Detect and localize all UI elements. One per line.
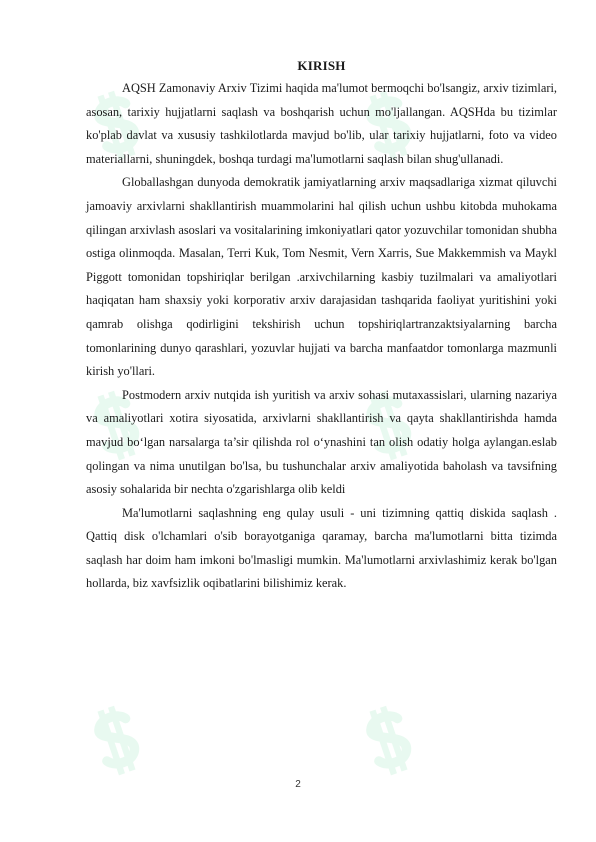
paragraph: Ma'lumotlarni saqlashning eng qulay usuli - uni tizimning qattiq diskida saqlash . Qattiq disk o'lchamlari o'sib borayotganiga qaramay, barcha ma'lumotlarni bitta tizimda saqlash har doim ham imkoni bo'lmasligi mumkin. Ma'lumotlarni arxivlashimiz kerak bo'lgan hollarda, biz xavfsizlik oqibatlarini bilishimiz kerak.: [86, 505, 557, 591]
section-title: KIRISH: [297, 58, 346, 73]
dollar-s-logo-icon: [350, 700, 430, 780]
page-number: 2: [295, 779, 301, 790]
dollar-s-logo-icon: [78, 700, 158, 780]
paragraph: Postmodern arxiv nutqida ish yuritish va arxiv sohasi mutaxassislari, ularning nazariya va amaliyotlari xotira siyosatida, arxivlarni shakllantirish va qayta shakllantirishda hamda mavjud bo‘lgan narsalarga ta’sir qilishda rol o‘ynashini tan olish odatiy holga aylangan.eslab qolingan va nima unutilgan bo'lsa, bu tushunchalar arxiv amaliyotida baholash va tavsifning asosiy sohalarida bir nechta o'zgarishlarga olib keldi: [86, 387, 557, 497]
paragraph: AQSH Zamonaviy Arxiv Tizimi haqida ma'lumot bermoqchi bo'lsangiz, arxiv tizimlari, asosan, tarixiy hujjatlarni saqlash va boshqarish uchun mo'ljallangan. AQSHda bu tizimlar ko'plab davlat va xususiy tashkilotlarda mavjud bo'lib, ular tarixiy hujjatlarni, foto va video materiallarni, shuningdek, boshqa turdagi ma'lumotlarni saqlash bilan shug'ullanadi.: [86, 81, 557, 166]
paragraph: Globallashgan dunyoda demokratik jamiyatlarning arxiv maqsadlariga xizmat qiluvchi jamoaviy arxivlarni shakllantirish muammolarini hal qilish uchun ushbu kitobda muhokama qilingan arxivlash asoslari va vositalarining imkoniyatlari qator yozuvchilar tomonidan shubha ostiga olinmoqda. Masalan, Terri Kuk, Tom Nesmit, Vern Xarris, Sue Makkemmish va Maykl Piggott tomonidan topshiriqlar berilgan .arxivchilarning kasbiy tuzilmalari va amaliyotlari haqiqatan ham shaxsiy yoki korporativ arxiv darajasidan tashqarida faoliyat yuritishini yoki qamrab olishga qodirligini tekshirish uchun topshiriqlartranzaktsiyalarning barcha tomonlarining dunyo qarashlari, yozuvlar hujjati va barcha manfaatdor tomonlarga mazmunli kirish yo'llari.: [86, 175, 557, 379]
document-body: [86, 55, 557, 596]
